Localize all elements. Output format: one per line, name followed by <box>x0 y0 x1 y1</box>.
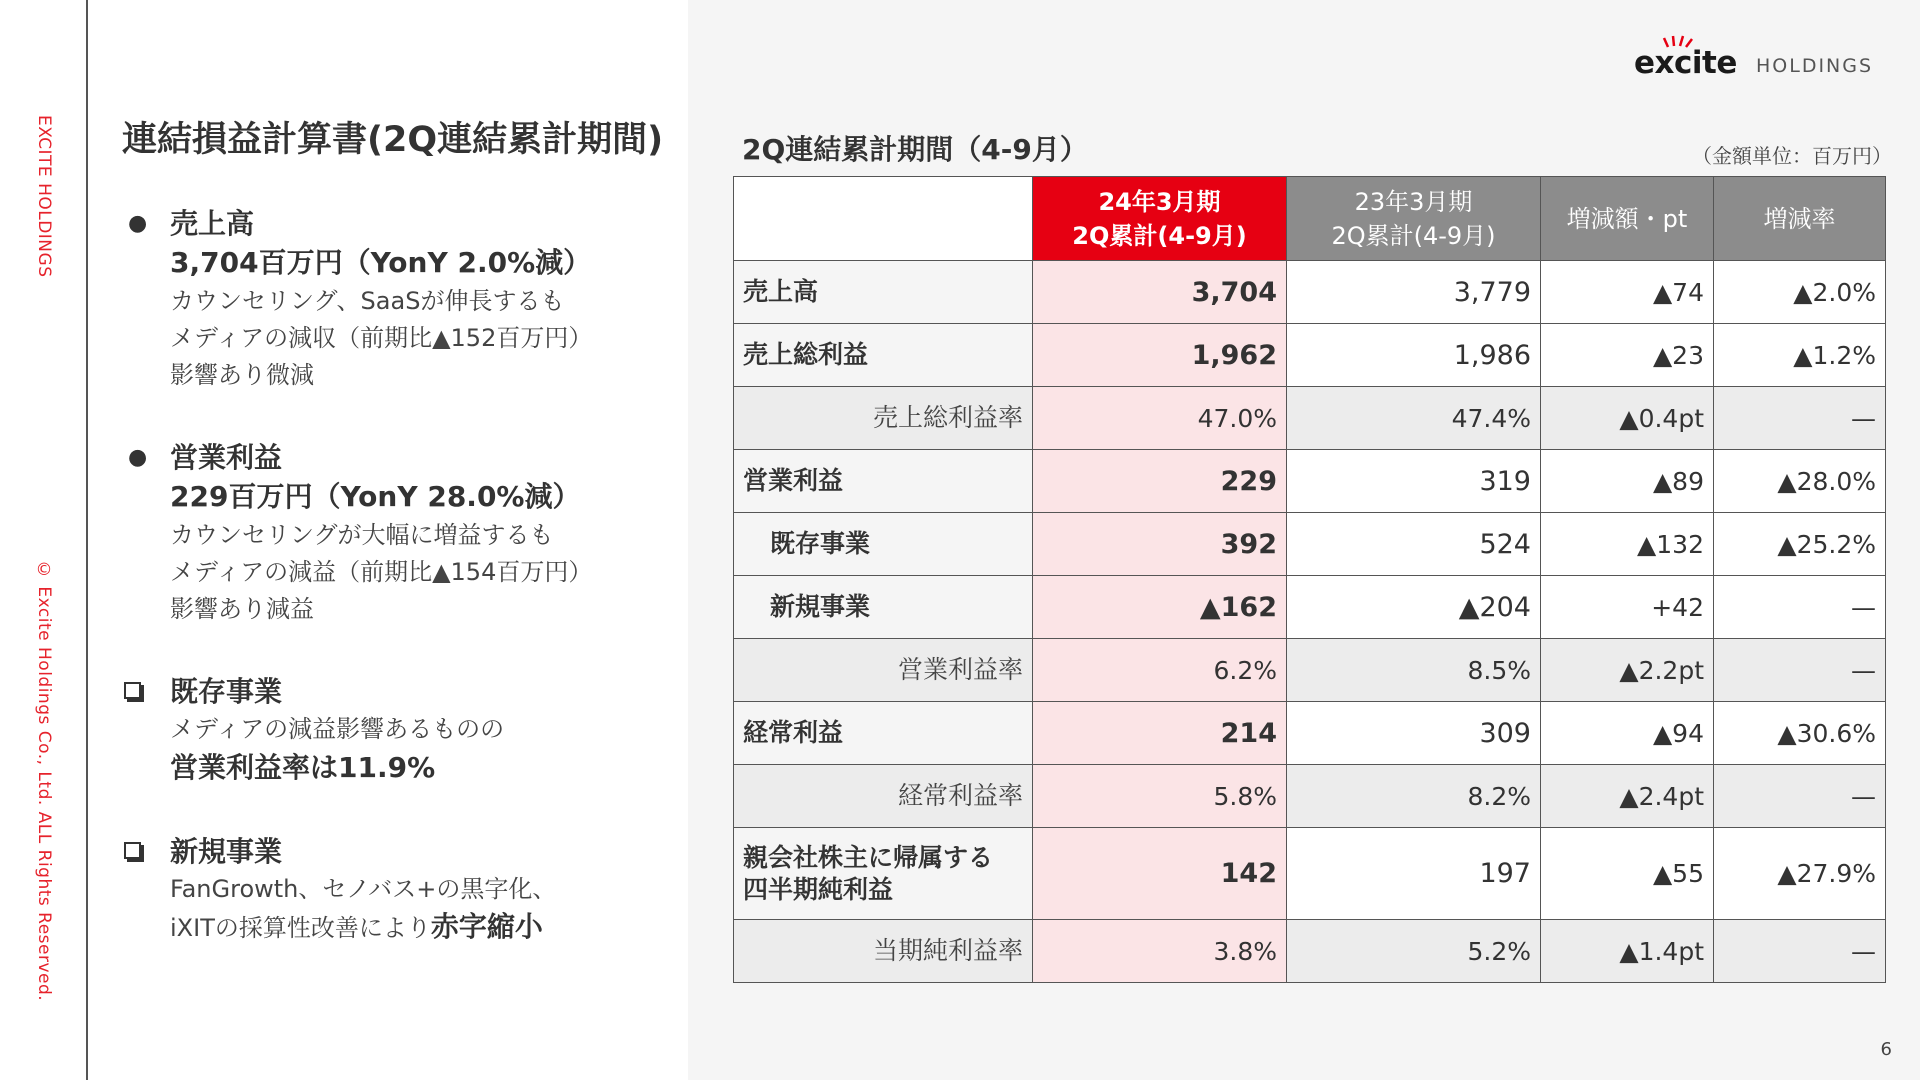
row-label: 売上総利益 <box>734 324 1033 387</box>
side-company-name: EXCITE HOLDINGS <box>34 115 54 278</box>
row-label: 売上高 <box>734 261 1033 324</box>
table-row <box>734 828 1886 920</box>
bullet-operating-profit <box>118 439 678 628</box>
row-label: 経常利益率 <box>734 765 1033 828</box>
table-row <box>734 450 1886 513</box>
logo-word: excite <box>1634 45 1737 81</box>
header-current-period <box>1033 177 1287 261</box>
slide-title: 連結損益計算書(2Q連結累計期間) <box>122 120 664 160</box>
table-row <box>734 639 1886 702</box>
bullet-heading: 営業利益 <box>170 441 283 474</box>
bullet-strong-text: 営業利益率は11.9% <box>170 751 436 784</box>
side-rail <box>0 0 88 1080</box>
cell-current: 214 <box>1033 702 1287 765</box>
cell-rate: ▲27.9% <box>1714 828 1886 920</box>
cell-diff: ▲1.4pt <box>1541 920 1714 983</box>
table-row <box>734 920 1886 983</box>
cell-previous: ▲204 <box>1287 576 1541 639</box>
row-label-line2: 四半期純利益 <box>743 874 894 904</box>
cell-previous: 524 <box>1287 513 1541 576</box>
row-label: 当期純利益率 <box>734 920 1033 983</box>
row-label: 既存事業 <box>734 513 1033 576</box>
bullet-value: 229百万円（YonY 28.0%減） <box>170 480 581 513</box>
checkbox-bullet-icon <box>124 682 141 699</box>
bullet-text: メディアの減益（前期比▲154百万円） <box>170 558 593 586</box>
bullet-heading: 売上高 <box>170 207 255 240</box>
cell-rate: — <box>1714 920 1886 983</box>
income-statement-table <box>733 176 1886 983</box>
row-label: 売上総利益率 <box>734 387 1033 450</box>
header-blank-cell <box>734 177 1033 261</box>
row-label: 新規事業 <box>734 576 1033 639</box>
side-copyright: © Excite Holdings Co., Ltd. ALL Rights Reserved. <box>34 560 54 1002</box>
cell-diff: ▲0.4pt <box>1541 387 1714 450</box>
header-prev-line1: 23年3月期 <box>1354 187 1473 216</box>
cell-rate: — <box>1714 387 1886 450</box>
row-label: 営業利益率 <box>734 639 1033 702</box>
cell-current: 3,704 <box>1033 261 1287 324</box>
bullet-existing-business <box>118 673 678 788</box>
cell-current: 392 <box>1033 513 1287 576</box>
cell-rate: ▲25.2% <box>1714 513 1886 576</box>
bullet-text: カウンセリング、SaaSが伸長するも <box>170 287 565 315</box>
bullet-heading: 新規事業 <box>170 835 283 868</box>
table-unit-note: （金額単位：百万円） <box>1692 144 1892 168</box>
cell-previous: 8.5% <box>1287 639 1541 702</box>
cell-rate: ▲2.0% <box>1714 261 1886 324</box>
cell-current: 142 <box>1033 828 1287 920</box>
bullet-new-business <box>118 833 678 947</box>
cell-previous: 8.2% <box>1287 765 1541 828</box>
cell-current: 3.8% <box>1033 920 1287 983</box>
table-title: 2Q連結累計期間（4-9月） <box>742 133 1088 166</box>
bullet-text: 影響あり微減 <box>170 361 314 389</box>
cell-previous: 309 <box>1287 702 1541 765</box>
table-row <box>734 324 1886 387</box>
cell-previous: 1,986 <box>1287 324 1541 387</box>
table-row <box>734 261 1886 324</box>
cell-current: 229 <box>1033 450 1287 513</box>
header-previous-period <box>1287 177 1541 261</box>
cell-current: 5.8% <box>1033 765 1287 828</box>
bullet-text: FanGrowth、セノバス+の黒字化、 <box>170 875 557 903</box>
cell-rate: — <box>1714 639 1886 702</box>
row-label <box>734 828 1033 920</box>
cell-previous: 47.4% <box>1287 387 1541 450</box>
cell-diff: ▲23 <box>1541 324 1714 387</box>
cell-current: 1,962 <box>1033 324 1287 387</box>
cell-rate: ▲28.0% <box>1714 450 1886 513</box>
cell-diff: ▲2.4pt <box>1541 765 1714 828</box>
cell-previous: 197 <box>1287 828 1541 920</box>
row-label: 営業利益 <box>734 450 1033 513</box>
row-label: 経常利益 <box>734 702 1033 765</box>
checkbox-bullet-icon <box>124 842 141 859</box>
bullet-text: メディアの減収（前期比▲152百万円） <box>170 324 593 352</box>
bullet-text: カウンセリングが大幅に増益するも <box>170 521 554 549</box>
cell-rate: ▲30.6% <box>1714 702 1886 765</box>
cell-rate: — <box>1714 765 1886 828</box>
row-label-line1: 親会社株主に帰属する <box>743 842 994 872</box>
cell-rate: — <box>1714 576 1886 639</box>
cell-current: ▲162 <box>1033 576 1287 639</box>
bullet-dot-icon: ● <box>128 445 148 470</box>
header-current-line2: 2Q累計(4-9月) <box>1072 221 1247 250</box>
bullet-value: 3,704百万円（YonY 2.0%減） <box>170 246 592 279</box>
bullet-sales <box>118 205 678 394</box>
cell-current: 6.2% <box>1033 639 1287 702</box>
bullet-heading: 既存事業 <box>170 675 283 708</box>
cell-diff: ▲55 <box>1541 828 1714 920</box>
bullet-text-strong: 赤字縮小 <box>430 910 543 943</box>
bullet-text: 影響あり減益 <box>170 595 314 623</box>
table-row <box>734 576 1886 639</box>
cell-diff: ▲89 <box>1541 450 1714 513</box>
bullet-dot-icon: ● <box>128 211 148 236</box>
cell-diff: +42 <box>1541 576 1714 639</box>
table-row <box>734 765 1886 828</box>
excite-logo <box>1634 38 1874 88</box>
table-row <box>734 702 1886 765</box>
page-number: 6 <box>1880 1039 1892 1060</box>
table-row <box>734 387 1886 450</box>
header-rate: 増減率 <box>1714 177 1886 261</box>
table-row <box>734 513 1886 576</box>
cell-diff: ▲94 <box>1541 702 1714 765</box>
logo-suffix: HOLDINGS <box>1756 55 1874 77</box>
cell-previous: 3,779 <box>1287 261 1541 324</box>
cell-diff: ▲2.2pt <box>1541 639 1714 702</box>
cell-diff: ▲132 <box>1541 513 1714 576</box>
cell-previous: 319 <box>1287 450 1541 513</box>
header-current-line1: 24年3月期 <box>1098 187 1221 216</box>
bullet-text <box>170 908 678 947</box>
table-header-row <box>734 177 1886 261</box>
bullet-text: メディアの減益影響あるものの <box>170 715 505 743</box>
header-diff: 増減額・pt <box>1541 177 1714 261</box>
bullet-text-prefix: iXITの採算性改善により <box>170 914 431 942</box>
summary-bullets <box>118 205 678 992</box>
cell-diff: ▲74 <box>1541 261 1714 324</box>
cell-rate: ▲1.2% <box>1714 324 1886 387</box>
cell-current: 47.0% <box>1033 387 1287 450</box>
header-prev-line2: 2Q累計(4-9月) <box>1331 221 1496 250</box>
cell-previous: 5.2% <box>1287 920 1541 983</box>
